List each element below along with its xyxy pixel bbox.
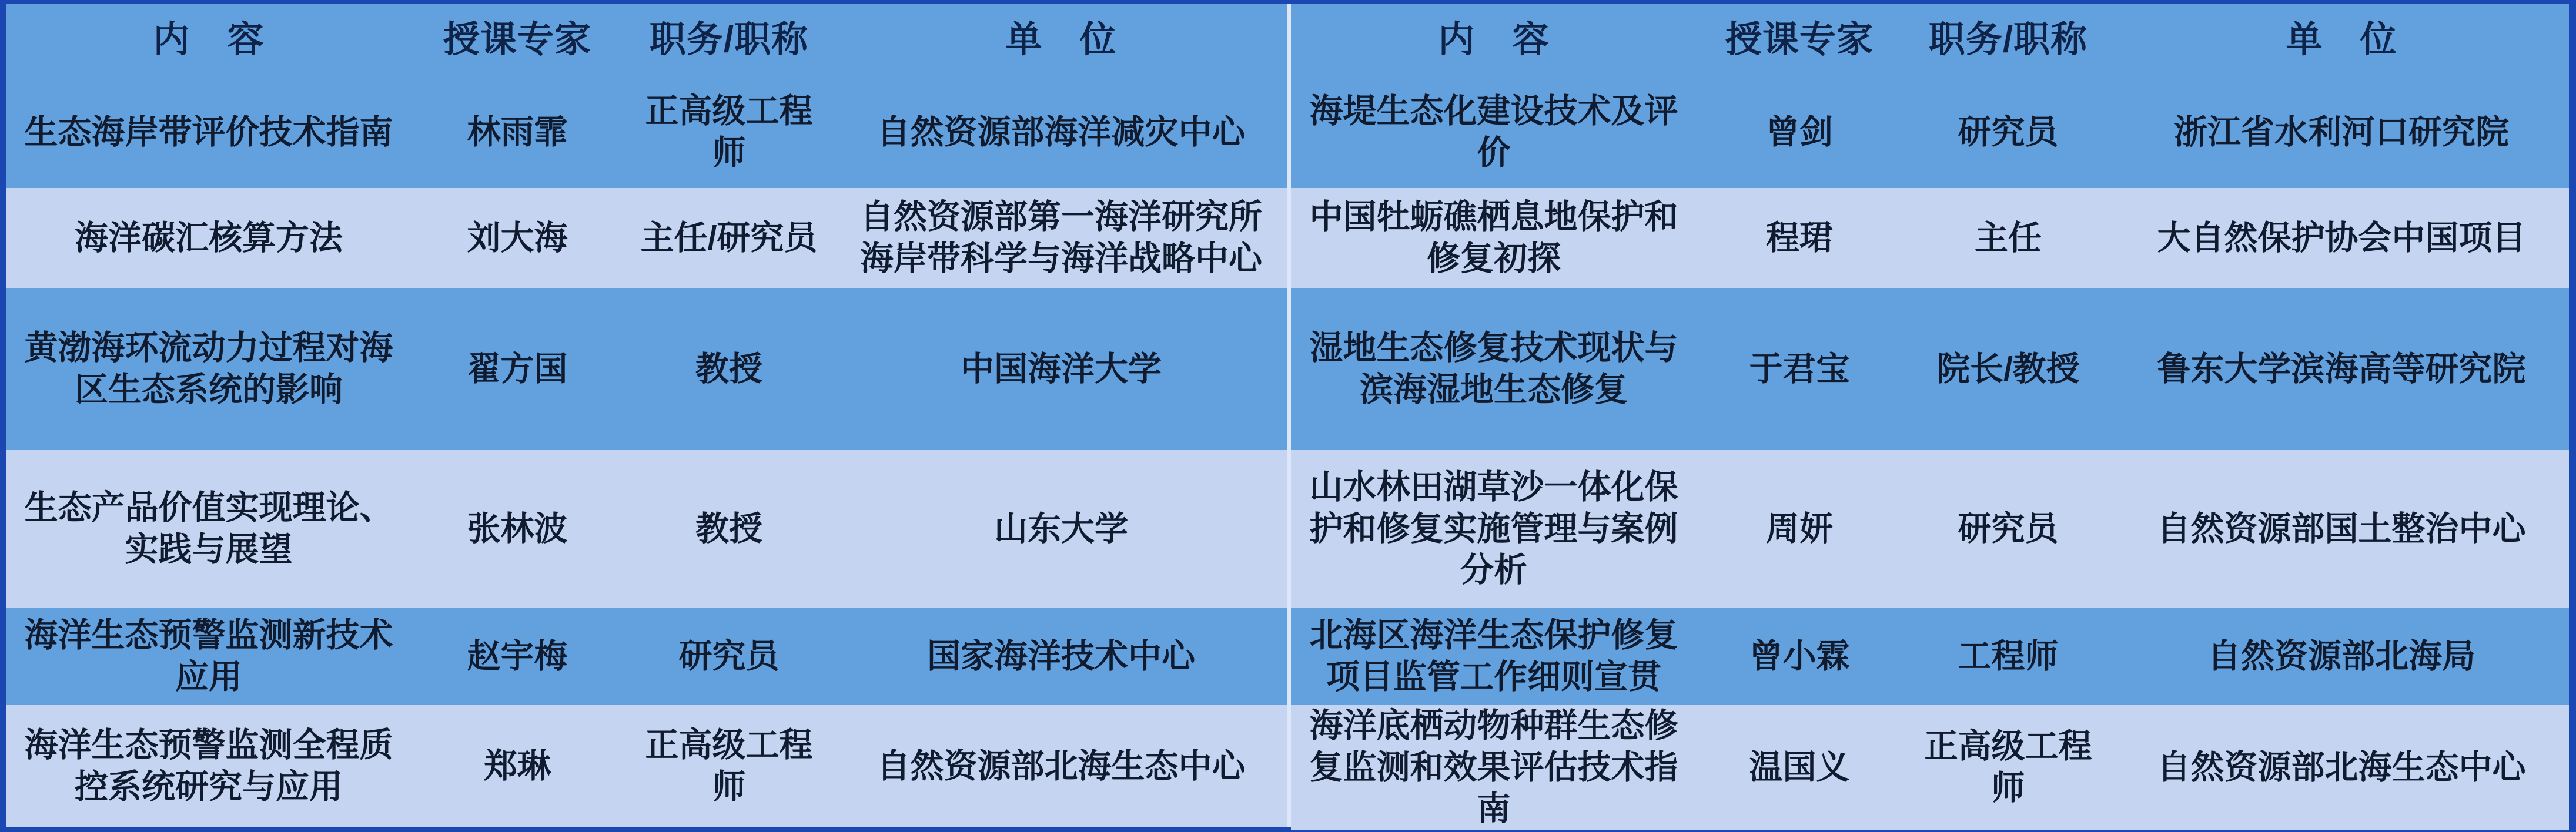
table-row	[1291, 608, 2569, 705]
title-cell: 主任	[1902, 188, 2114, 288]
title-cell: 教授	[623, 450, 835, 608]
content-cell: 中国牡蛎礁栖息地保护和修复初探	[1291, 188, 1697, 288]
table-row	[6, 705, 1287, 827]
unit-cell: 国家海洋技术中心	[835, 608, 1287, 705]
title-cell: 正高级工程师	[1902, 705, 2114, 830]
table-row	[1291, 450, 2569, 608]
table-row	[1291, 76, 2569, 188]
expert-cell: 温国义	[1697, 705, 1902, 830]
content-cell: 海洋生态预警监测全程质控系统研究与应用	[6, 705, 412, 827]
title-cell: 研究员	[623, 608, 835, 705]
expert-cell: 郑琳	[412, 705, 623, 827]
content-cell: 海堤生态化建设技术及评价	[1291, 76, 1697, 188]
content-cell: 海洋生态预警监测新技术应用	[6, 608, 412, 705]
right-header-title: 职务/职称	[1902, 4, 2114, 76]
content-cell: 山水林田湖草沙一体化保护和修复实施管理与案例分析	[1291, 450, 1697, 608]
unit-cell: 自然资源部北海生态中心	[835, 705, 1287, 827]
content-cell: 海洋底栖动物种群生态修复监测和效果评估技术指南	[1291, 705, 1697, 830]
content-cell: 北海区海洋生态保护修复项目监管工作细则宣贯	[1291, 608, 1697, 705]
unit-cell: 浙江省水利河口研究院	[2114, 76, 2569, 188]
unit-cell: 中国海洋大学	[835, 288, 1287, 450]
title-cell: 院长/教授	[1902, 288, 2114, 450]
table-row	[6, 76, 1287, 188]
unit-cell: 大自然保护协会中国项目	[2114, 188, 2569, 288]
table-row	[6, 608, 1287, 705]
unit-cell: 自然资源部第一海洋研究所海岸带科学与海洋战略中心	[835, 188, 1287, 288]
expert-cell: 周妍	[1697, 450, 1902, 608]
expert-cell: 于君宝	[1697, 288, 1902, 450]
title-cell: 工程师	[1902, 608, 2114, 705]
expert-cell: 翟方国	[412, 288, 623, 450]
expert-cell: 刘大海	[412, 188, 623, 288]
expert-cell: 赵宇梅	[412, 608, 623, 705]
table-row	[6, 288, 1287, 450]
left-header-expert: 授课专家	[412, 4, 623, 76]
unit-cell: 自然资源部北海生态中心	[2114, 705, 2569, 830]
expert-cell: 曾剑	[1697, 76, 1902, 188]
expert-cell: 曾小霖	[1697, 608, 1902, 705]
table-row	[1291, 188, 2569, 288]
table-row	[6, 188, 1287, 288]
content-cell: 海洋碳汇核算方法	[6, 188, 412, 288]
left-table	[6, 4, 1287, 827]
unit-cell: 自然资源部国土整治中心	[2114, 450, 2569, 608]
left-header-content: 内 容	[6, 4, 412, 76]
title-cell: 教授	[623, 288, 835, 450]
table-row	[1291, 705, 2569, 830]
expert-cell: 林雨霏	[412, 76, 623, 188]
content-cell: 生态海岸带评价技术指南	[6, 76, 412, 188]
title-cell: 正高级工程师	[623, 705, 835, 827]
right-header-content: 内 容	[1291, 4, 1697, 76]
left-header-title: 职务/职称	[623, 4, 835, 76]
left-header-row	[6, 4, 1287, 76]
right-header-row	[1291, 4, 2569, 76]
content-cell: 黄渤海环流动力过程对海区生态系统的影响	[6, 288, 412, 450]
expert-cell: 张林波	[412, 450, 623, 608]
right-header-expert: 授课专家	[1697, 4, 1902, 76]
expert-cell: 程珺	[1697, 188, 1902, 288]
left-header-unit: 单 位	[835, 4, 1287, 76]
right-table	[1291, 4, 2569, 830]
unit-cell: 山东大学	[835, 450, 1287, 608]
content-cell: 湿地生态修复技术现状与滨海湿地生态修复	[1291, 288, 1697, 450]
title-cell: 研究员	[1902, 450, 2114, 608]
title-cell: 主任/研究员	[623, 188, 835, 288]
unit-cell: 自然资源部海洋减灾中心	[835, 76, 1287, 188]
table-row	[6, 450, 1287, 608]
right-header-unit: 单 位	[2114, 4, 2569, 76]
unit-cell: 自然资源部北海局	[2114, 608, 2569, 705]
title-cell: 研究员	[1902, 76, 2114, 188]
content-cell: 生态产品价值实现理论、实践与展望	[6, 450, 412, 608]
unit-cell: 鲁东大学滨海高等研究院	[2114, 288, 2569, 450]
title-cell: 正高级工程师	[623, 76, 835, 188]
table-row	[1291, 288, 2569, 450]
